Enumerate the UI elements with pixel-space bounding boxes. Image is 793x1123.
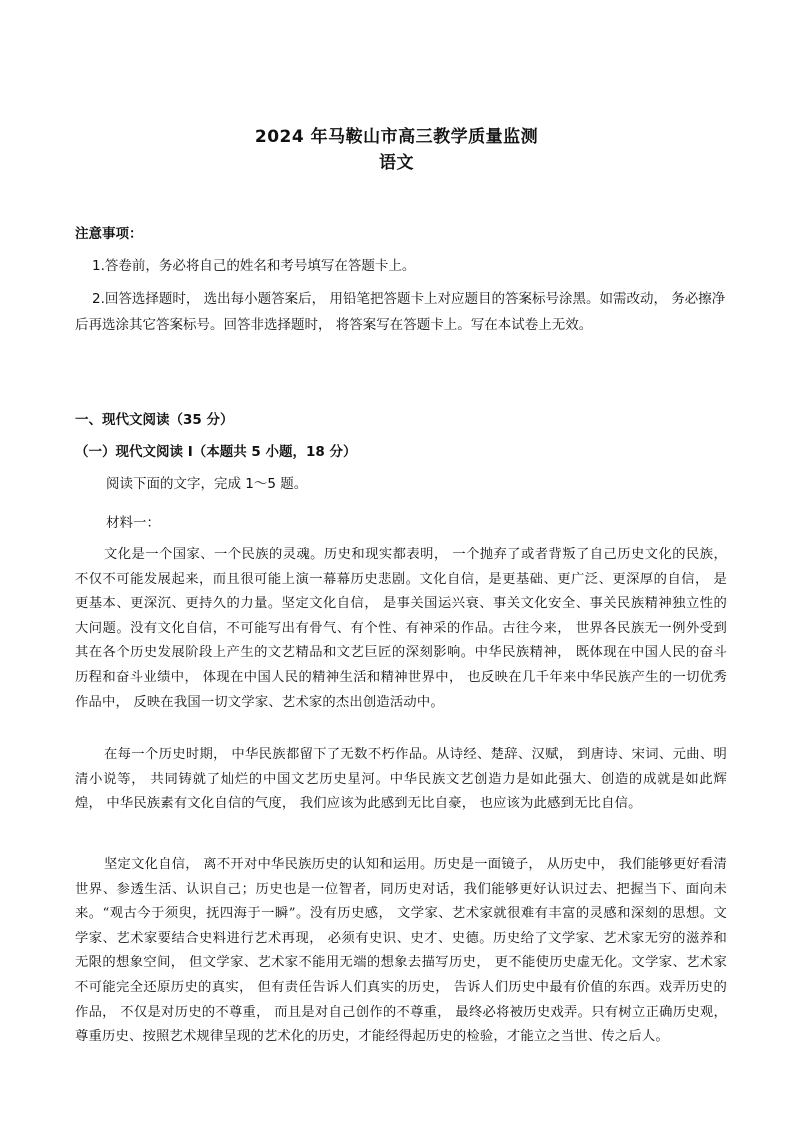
exam-title: 2024 年马鞍山市高三教学质量监测 — [254, 127, 539, 147]
notice-item-2: 2.回答选择题时， 选出每小题答案后， 用铅笔把答题卡上对应题目的答案标号涂黑。如需改动， 务必擦净后再选涂其它答案标号。回答非选择题时， 将答案写在答题卡上。写在本试卷上无效。 — [75, 291, 726, 333]
material-paragraph-3: 坚定文化自信， 离不开对中华民族历史的认知和运用。历史是一面镜子， 从历史中， 我们能够更好看清世界、参透生活、认识自己；历史也是一位智者，同历史对话，我们能够更好认识过去、把握当下、面向未来。“观古今于须臾，抚四海于一瞬”。没有历史感， 文学家、艺术家就很难有丰富的灵感和深刻的思想。文学家、艺术家要结合史料进行艺术再现， 必须有史识、史才、史德。历史给了文学家、艺术家无穷的滋养和无限的想象空间， 但文学家、艺术家不能用无端的想象去描写历史， 更不能使历史虚无化。文学家、艺术家不可能完全还原历史的真实， 但有责任告诉人们真实的历史， 告诉人们历史中最有价值的东西。戏弄历史的作品， 不仅是对历史的不尊重， 而且是对自己创作的不尊重， 最终必将被历史戏弄。只有树立正确历史观，尊重历史、按照艺术规律呈现的艺术化的历史，才能经得起历史的检验，才能立之当世、传之后人。 — [75, 857, 727, 1045]
material-label: 材料一： — [106, 515, 160, 531]
reading-instruction: 阅读下面的文字，完成 1～5 题。 — [106, 476, 308, 492]
notice-item-1: 1.答卷前，务必将自己的姓名和考号填写在答题卡上。 — [92, 258, 416, 274]
part-heading: （一）现代文阅读 I（本题共 5 小题，18 分） — [75, 444, 357, 460]
exam-subject: 语文 — [379, 153, 414, 173]
material-paragraph-2: 在每一个历史时期， 中华民族都留下了无数不朽作品。从诗经、楚辞、汉赋， 到唐诗、宋词、元曲、明清小说等， 共同铸就了灿烂的中国文艺历史星河。中华民族文艺创造力是如此强大、创造的成就是如此辉煌， 中华民族素有文化自信的气度， 我们应该为此感到无比自豪， 也应该为此感到无比自信。 — [75, 747, 727, 812]
notice-heading: 注意事项： — [75, 226, 143, 242]
material-paragraph-1: 文化是一个国家、一个民族的灵魂。历史和现实都表明， 一个抛弃了或者背叛了自己历史文化的民族，不仅不可能发展起来，而且很可能上演一幕幕历史悲剧。文化自信，是更基础、更广泛、更深厚的自信， 是更基本、更深沉、更持久的力量。坚定文化自信， 是事关国运兴衰、事关文化安全、事关民族精神独立性的大问题。没有文化自信，不可能写出有骨气、有个性、有神采的作品。古往今来， 世界各民族无一例外受到其在各个历史发展阶段上产生的文艺精品和文艺巨匠的深刻影响。中华民族精神， 既体现在中国人民的奋斗历程和奋斗业绩中， 体现在中国人民的精神生活和精神世界中， 也反映在几千年来中华民族产生的一切优秀作品中， 反映在我国一切文学家、艺术家的杰出创造活动中。 — [75, 547, 727, 710]
section-heading: 一、现代文阅读（35 分） — [75, 412, 234, 428]
